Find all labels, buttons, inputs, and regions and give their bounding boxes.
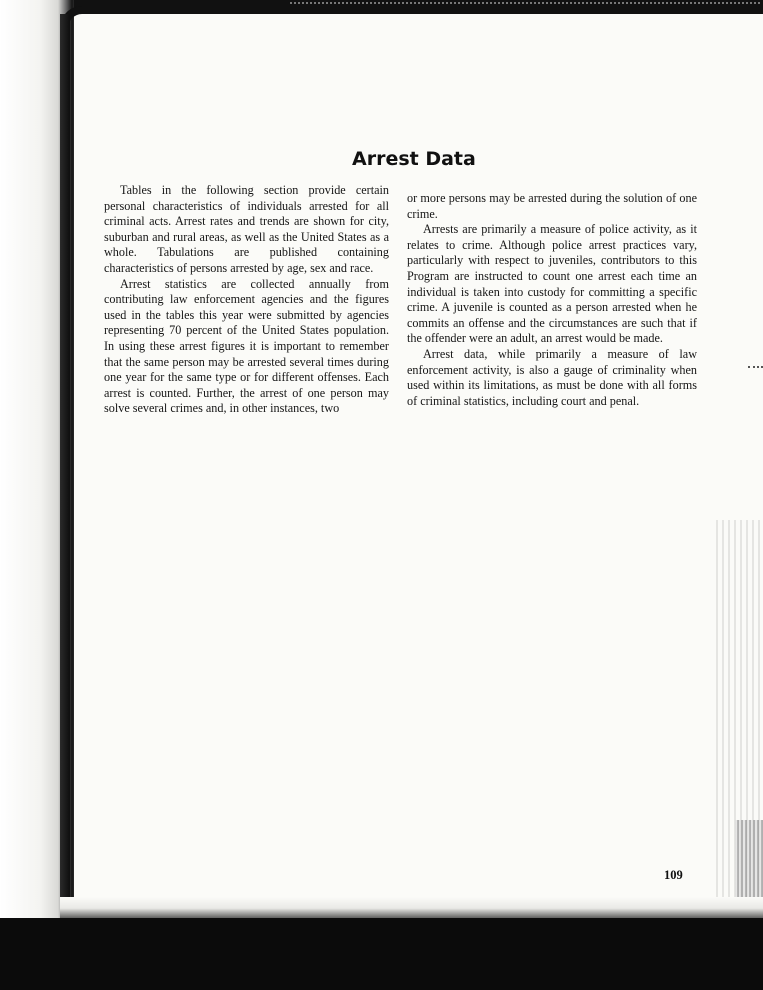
top-perforation (290, 2, 760, 4)
paragraph: Arrest statistics are collected annually from contributing law enforcement agencies and the figures used in the tables this year were submitted by agencies representing 70 percent of the United States population. In using these arrest figures it is important to remember that the same person may be arrested several times during one year for the same type or for different offenses. Each arrest is counted. Further, the arrest of one person may solve several crimes and, in other instances, two (104, 276, 389, 416)
section-heading: Arrest Data (352, 148, 476, 170)
paragraph: Arrest data, while primarily a measure of law enforcement activity, is also a gauge of criminality when used within its limitations, as must be done with all forms of criminal statistics, including court and penal. (407, 346, 697, 408)
left-column (104, 183, 389, 417)
paragraph: Arrests are primarily a measure of police activity, as it relates to crime. Although police arrest practices vary, particularly with respect to juveniles, contributors to this Program are instructed to count one arrest each time an individual is taken into custody for committing a specific crime. A juvenile is counted as a person arrested when he commits an offense and the circumstances are such that if the offender were an adult, an arrest would be made. (407, 222, 697, 346)
page-number: 109 (664, 868, 683, 882)
paragraph: Tables in the following section provide certain personal characteristics of individuals arrested for all criminal acts. Arrest rates and trends are shown for city, suburban and rural areas, as well as the United States as a whole. Tabulations are published containing characteristics of persons arrested by age, sex and race. (104, 183, 389, 275)
right-column (407, 191, 697, 409)
bottom-shadow (0, 918, 763, 990)
binding-edge (60, 14, 70, 919)
edge-mark (748, 366, 763, 368)
paragraph-continued: or more persons may be arrested during the solution of one crime. (407, 191, 697, 221)
